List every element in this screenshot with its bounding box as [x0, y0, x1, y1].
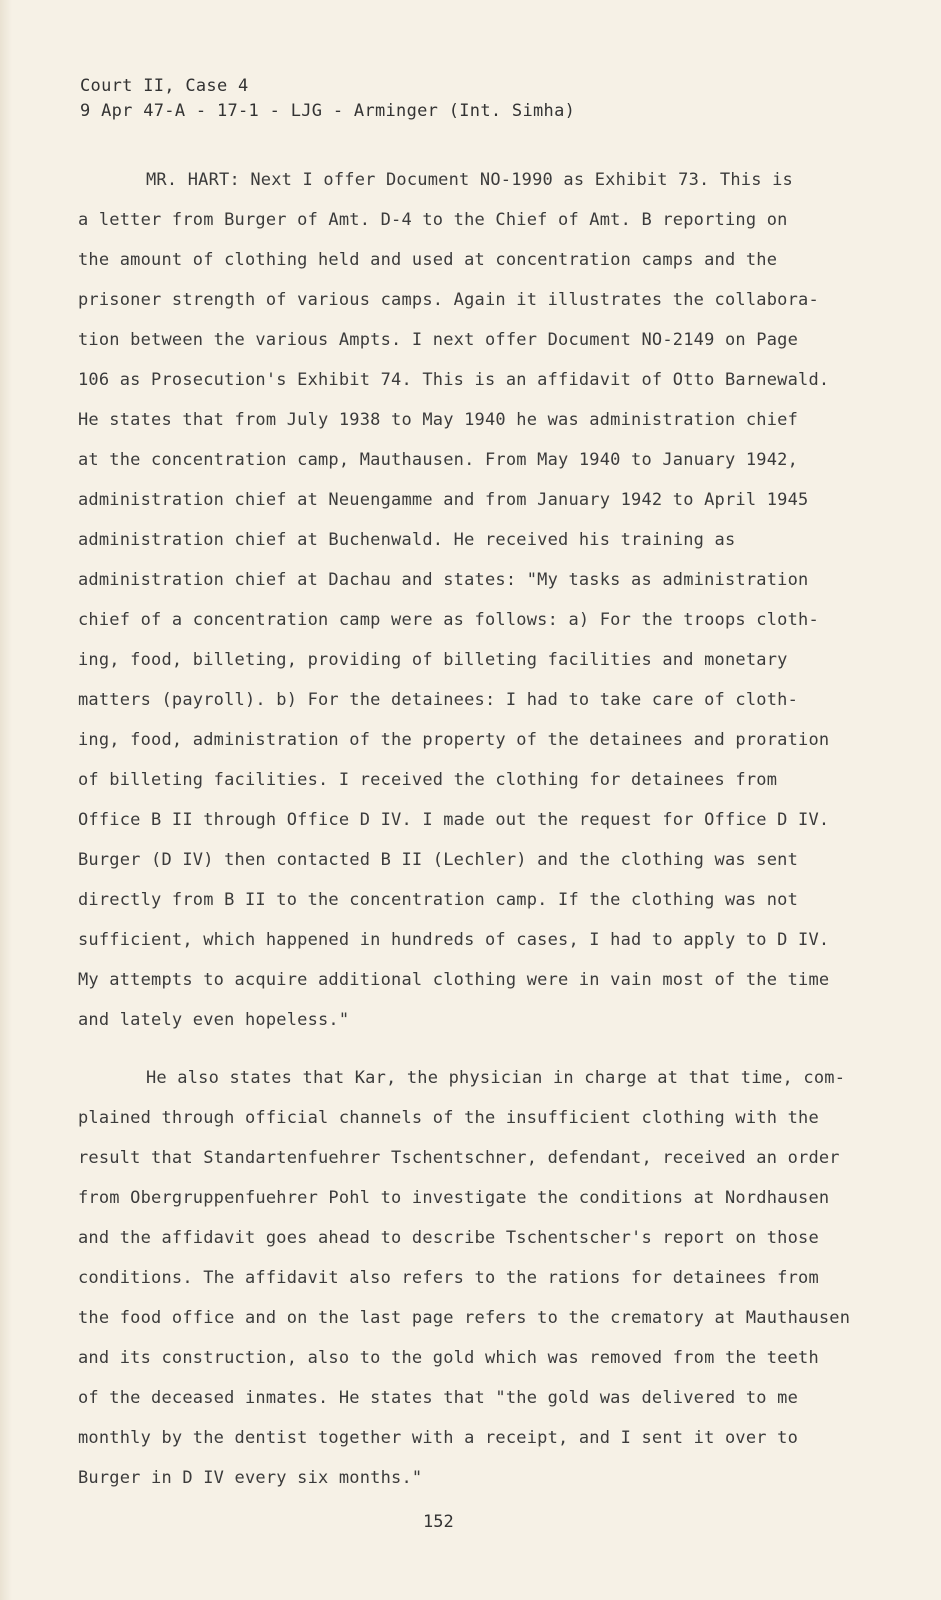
text-line: of the deceased inmates. He states that "the gold was delivered to me: [78, 1388, 799, 1408]
text-line: administration chief at Buchenwald. He received his training as: [78, 530, 736, 550]
text-line: at the concentration camp, Mauthausen. From May 1940 to January 1942,: [78, 450, 799, 470]
page-number: 152: [423, 1512, 454, 1532]
text-line: plained through official channels of the insufficient clothing with the: [78, 1108, 819, 1128]
text-line: the food office and on the last page refers to the crematory at Mauthausen: [78, 1308, 851, 1328]
text-line: sufficient, which happened in hundreds of cases, I had to apply to D IV.: [78, 930, 830, 950]
text-line: 106 as Prosecution's Exhibit 74. This is an affidavit of Otto Barnewald.: [78, 370, 830, 390]
text-line: chief of a concentration camp were as follows: a) For the troops cloth-: [78, 610, 819, 630]
text-line: Burger in D IV every six months.": [78, 1468, 423, 1488]
text-line: result that Standartenfuehrer Tschentschner, defendant, received an order: [78, 1148, 840, 1168]
text-line: administration chief at Dachau and states: "My tasks as administration: [78, 570, 809, 590]
text-line: tion between the various Ampts. I next offer Document NO-2149 on Page: [78, 330, 799, 350]
text-line: from Obergruppenfuehrer Pohl to investigate the conditions at Nordhausen: [78, 1188, 830, 1208]
text-line: MR. HART: Next I offer Document NO-1990 as Exhibit 73. This is: [146, 170, 793, 190]
text-line: conditions. The affidavit also refers to the rations for detainees from: [78, 1268, 819, 1288]
text-line: and its construction, also to the gold which was removed from the teeth: [78, 1348, 819, 1368]
transcript-body: [78, 160, 851, 1498]
text-line: of billeting facilities. I received the clothing for detainees from: [78, 770, 778, 790]
text-line: ing, food, billeting, providing of billeting facilities and monetary: [78, 650, 788, 670]
text-line: Office B II through Office D IV. I made out the request for Office D IV.: [78, 810, 830, 830]
text-line: matters (payroll). b) For the detainees: I had to take care of cloth-: [78, 690, 799, 710]
text-line: He also states that Kar, the physician in charge at that time, com-: [146, 1068, 846, 1088]
text-line: directly from B II to the concentration camp. If the clothing was not: [78, 890, 799, 910]
text-line: ing, food, administration of the property of the detainees and proration: [78, 730, 830, 750]
text-line: administration chief at Neuengamme and from January 1942 to April 1945: [78, 490, 809, 510]
paragraph-gap: [78, 1040, 818, 1058]
page-edge: [0, 0, 12, 1600]
text-line: My attempts to acquire additional clothing were in vain most of the time: [78, 970, 830, 990]
text-line: monthly by the dentist together with a receipt, and I sent it over to: [78, 1428, 799, 1448]
header-case-line: Court II, Case 4: [80, 76, 249, 96]
text-line: and the affidavit goes ahead to describe Tschentscher's report on those: [78, 1228, 819, 1248]
text-line: a letter from Burger of Amt. D-4 to the Chief of Amt. B reporting on: [78, 210, 788, 230]
text-line: the amount of clothing held and used at concentration camps and the: [78, 250, 778, 270]
document-header: [80, 74, 575, 124]
text-line: Burger (D IV) then contacted B II (Lechler) and the clothing was sent: [78, 850, 799, 870]
text-line: prisoner strength of various camps. Again it illustrates the collabora-: [78, 290, 819, 310]
text-line: and lately even hopeless.": [78, 1010, 350, 1030]
header-session-line: 9 Apr 47-A - 17-1 - LJG - Arminger (Int. Simha): [80, 101, 576, 121]
text-line: He states that from July 1938 to May 1940 he was administration chief: [78, 410, 799, 430]
